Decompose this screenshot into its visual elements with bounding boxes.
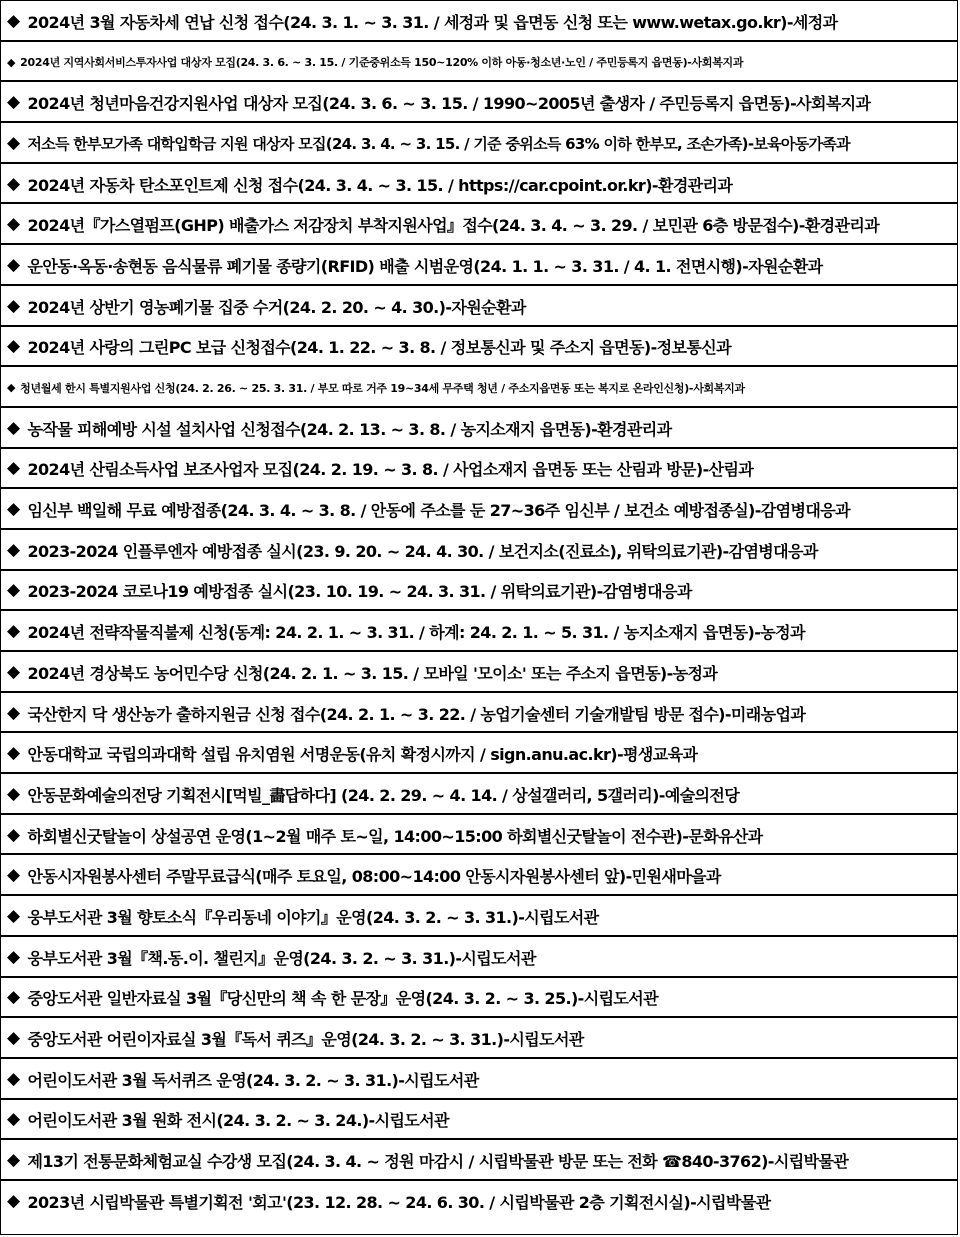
notice-text: 임신부 백일해 무료 예방접종(24. 3. 4. ~ 3. 8. / 안동에 주소를 둔 27~36주 임신부 / 보건소 예방접종실)-감염병대응과: [27, 501, 850, 521]
diamond-bullet-icon: ◆: [7, 214, 20, 235]
notice-item: [1, 408, 957, 449]
notice-item: [1, 327, 957, 368]
notice-text: 농작물 피해예방 시설 설치사업 신청접수(24. 2. 13. ~ 3. 8. / 농지소재지 읍면동)-환경관리과: [27, 419, 672, 439]
notice-item: [1, 1059, 957, 1100]
notice-item: [1, 978, 957, 1019]
notice-text: 2024년 사랑의 그린PC 보급 신청접수(24. 1. 22. ~ 3. 8. / 정보통신과 및 주소지 읍면동)-정보통신과: [27, 338, 731, 358]
diamond-bullet-icon: ◆: [7, 1068, 20, 1089]
notice-text: 청년월세 한시 특별지원사업 신청(24. 2. 26. ~ 25. 3. 31. / 부모 따로 거주 19~34세 무주택 청년 / 주소지읍면동 또는 복지로 온라인신청)-사회복지과: [20, 381, 745, 395]
diamond-bullet-icon: ◆: [7, 295, 20, 316]
notice-text: 중앙도서관 어린이자료실 3월『독서 퀴즈』운영(24. 3. 2. ~ 3. 31.)-시립도서관: [27, 1030, 584, 1050]
notice-text: 2023-2024 인플루엔자 예방접종 실시(23. 9. 20. ~ 24. 4. 30. / 보건지소(진료소), 위탁의료기관)-감염병대응과: [27, 541, 818, 561]
notice-text: 운안동·옥동·송현동 음식물류 폐기물 종량기(RFID) 배출 시범운영(24. 1. 1. ~ 3. 31. / 4. 1. 전면시행)-자원순환과: [27, 256, 823, 276]
notice-item: [1, 367, 957, 408]
diamond-bullet-icon: ◆: [7, 743, 20, 764]
notice-text: 웅부도서관 3월 향토소식『우리동네 이야기』운영(24. 3. 2. ~ 3. 31.)-시립도서관: [27, 907, 599, 927]
notice-item: [1, 896, 957, 937]
notice-item: [1, 42, 957, 83]
notice-text: 2024년 상반기 영농폐기물 집중 수거(24. 2. 20. ~ 4. 30.)-자원순환과: [27, 297, 526, 317]
notice-text: 안동문화예술의전당 기획전시[먹빌_畵답하다] (24. 2. 29. ~ 4. 14. / 상설갤러리, 5갤러리)-예술의전당: [27, 785, 740, 805]
notice-item: [1, 530, 957, 571]
diamond-bullet-icon: ◆: [7, 173, 20, 194]
diamond-bullet-icon: ◆: [7, 92, 20, 113]
notice-text: 어린이도서관 3월 원화 전시(24. 3. 2. ~ 3. 24.)-시립도서관: [27, 1111, 449, 1131]
notice-item: [1, 937, 957, 978]
notice-text: 어린이도서관 3월 독서퀴즈 운영(24. 3. 2. ~ 3. 31.)-시립도서관: [27, 1070, 479, 1090]
diamond-bullet-icon: ◆: [7, 539, 20, 560]
diamond-bullet-icon: ◆: [7, 905, 20, 926]
diamond-bullet-icon: ◆: [7, 55, 16, 69]
notice-item: [1, 286, 957, 327]
notice-text: 제13기 전통문화체험교실 수강생 모집(24. 3. 4. ~ 정원 마감시 / 시립박물관 방문 또는 전화 ☎840-3762)-시립박물관: [27, 1152, 849, 1172]
notice-text: 안동대학교 국립의과대학 설립 유치염원 서명운동(유치 확정시까지 / sign.anu.ac.kr)-평생교육과: [27, 745, 698, 765]
notice-item: [1, 652, 957, 693]
notice-text: 2024년 산림소득사업 보조사업자 모집(24. 2. 19. ~ 3. 8. / 사업소재지 읍면동 또는 산림과 방문)-산림과: [27, 460, 754, 480]
diamond-bullet-icon: ◆: [7, 946, 20, 967]
notice-item: [1, 82, 957, 123]
notice-text: 국산한지 닥 생산농가 출하지원금 신청 접수(24. 2. 1. ~ 3. 22. / 농업기술센터 기술개발팀 방문 접수)-미래농업과: [27, 704, 806, 724]
diamond-bullet-icon: ◆: [7, 702, 20, 723]
notice-text: 저소득 한부모가족 대학입학금 지원 대상자 모집(24. 3. 4. ~ 3. 15. / 기준 중위소득 63% 이하 한부모, 조손가족)-보육아동가족과: [27, 134, 850, 153]
diamond-bullet-icon: ◆: [7, 1150, 20, 1171]
diamond-bullet-icon: ◆: [7, 1109, 20, 1130]
notice-item: [1, 774, 957, 815]
notice-text: 2024년 3월 자동차세 연납 신청 접수(24. 3. 1. ~ 3. 31. / 세정과 및 읍면동 신청 또는 www.wetax.go.kr)-세정과: [27, 12, 838, 32]
diamond-bullet-icon: ◆: [7, 783, 20, 804]
diamond-bullet-icon: ◆: [7, 580, 20, 601]
notice-text: 웅부도서관 3월『책.동.이. 챌린지』운영(24. 3. 2. ~ 3. 31.)-시립도서관: [27, 948, 536, 968]
diamond-bullet-icon: ◆: [7, 499, 20, 520]
notice-item: [1, 449, 957, 490]
diamond-bullet-icon: ◆: [7, 1190, 20, 1211]
diamond-bullet-icon: ◆: [7, 458, 20, 479]
notice-text: 2024년 전략작물직불제 신청(동계: 24. 2. 1. ~ 3. 31. / 하계: 24. 2. 1. ~ 5. 31. / 농지소재지 읍면동)-농정과: [27, 623, 805, 643]
diamond-bullet-icon: ◆: [7, 254, 20, 275]
notice-item: [1, 693, 957, 734]
diamond-bullet-icon: ◆: [7, 1028, 20, 1049]
notice-text: 2023년 시립박물관 특별기획전 '회고'(23. 12. 28. ~ 24. 6. 30. / 시립박물관 2층 기획전시실)-시립박물관: [27, 1192, 771, 1212]
notice-text: 2024년 청년마음건강지원사업 대상자 모집(24. 3. 6. ~ 3. 15. / 1990~2005년 출생자 / 주민등록지 읍면동)-사회복지과: [27, 94, 871, 114]
notice-text: 2024년『가스열펌프(GHP) 배출가스 저감장치 부착지원사업』접수(24. 3. 4. ~ 3. 29. / 보민관 6층 방문접수)-환경관리과: [27, 216, 880, 236]
diamond-bullet-icon: ◆: [7, 10, 20, 31]
notice-item: [1, 204, 957, 245]
notice-list: [1, 1, 957, 1222]
notice-item: [1, 1018, 957, 1059]
diamond-bullet-icon: ◆: [7, 987, 20, 1008]
diamond-bullet-icon: ◆: [7, 132, 20, 153]
notice-text: 안동시자원봉사센터 주말무료급식(매주 토요일, 08:00~14:00 안동시자원봉사센터 앞)-민원새마을과: [27, 867, 721, 887]
diamond-bullet-icon: ◆: [7, 381, 16, 395]
diamond-bullet-icon: ◆: [7, 661, 20, 682]
notice-text: 2023-2024 코로나19 예방접종 실시(23. 10. 19. ~ 24. 3. 31. / 위탁의료기관)-감염병대응과: [27, 582, 692, 602]
notice-item: [1, 1, 957, 42]
notice-item: [1, 245, 957, 286]
notice-text: 2024년 경상북도 농어민수당 신청(24. 2. 1. ~ 3. 15. / 모바일 '모이소' 또는 주소지 읍면동)-농정과: [27, 663, 718, 683]
notice-item: [1, 164, 957, 205]
notice-text: 하회별신굿탈놀이 상설공연 운영(1~2월 매주 토~일, 14:00~15:00 하회별신굿탈놀이 전수관)-문화유산과: [27, 826, 763, 846]
notice-item: [1, 1100, 957, 1141]
notice-text: 2024년 자동차 탄소포인트제 신청 접수(24. 3. 4. ~ 3. 15. / https://car.cpoint.or.kr)-환경관리과: [27, 175, 733, 195]
diamond-bullet-icon: ◆: [7, 865, 20, 886]
notice-item: [1, 1140, 957, 1181]
notice-text: 중앙도서관 일반자료실 3월『당신만의 책 속 한 문장』운영(24. 3. 2. ~ 3. 25.)-시립도서관: [27, 989, 658, 1009]
diamond-bullet-icon: ◆: [7, 621, 20, 642]
diamond-bullet-icon: ◆: [7, 417, 20, 438]
notice-item: [1, 815, 957, 856]
notice-item: [1, 1181, 957, 1222]
notice-item: [1, 571, 957, 612]
notice-text: 2024년 지역사회서비스투자사업 대상자 모집(24. 3. 6. ~ 3. 15. / 기준중위소득 150~120% 이하 아동·청소년·노인 / 주민등록지 읍면동)-사회복지과: [20, 56, 744, 70]
notice-item: [1, 123, 957, 164]
notice-item: [1, 733, 957, 774]
diamond-bullet-icon: ◆: [7, 824, 20, 845]
notice-item: [1, 489, 957, 530]
diamond-bullet-icon: ◆: [7, 336, 20, 357]
notice-item: [1, 855, 957, 896]
notice-item: [1, 611, 957, 652]
